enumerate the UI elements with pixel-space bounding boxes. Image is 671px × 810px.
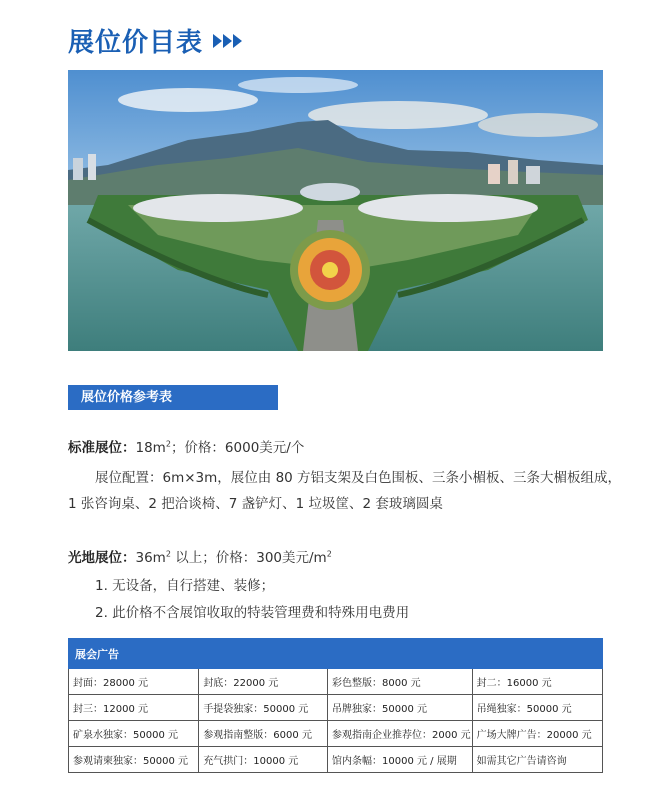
table-cell: 吊牌独家：50000 元 (328, 695, 473, 721)
raw-space-area: 36m (135, 550, 166, 566)
table-cell: 封三：12000 元 (69, 695, 199, 721)
raw-space-note-1: 1. 无设备，自行搭建、装修； (95, 578, 275, 594)
raw-space-label: 光地展位： (68, 550, 136, 566)
table-cell: 彩色整版：8000 元 (328, 669, 473, 695)
table-cell: 手提袋独家：50000 元 (199, 695, 328, 721)
table-row (69, 669, 603, 695)
table-row (69, 721, 603, 747)
table-cell: 充气拱门：10000 元 (199, 747, 328, 773)
raw-space-price: 以上；价格：300美元/m (170, 550, 327, 566)
raw-space-area-sup: 2 (165, 549, 171, 559)
table-row (69, 747, 603, 773)
table-cell: 广场大牌广告：20000 元 (472, 721, 602, 747)
triple-arrow-icon (213, 34, 243, 48)
ads-table (68, 638, 603, 773)
standard-booth-area-sup: 2 (165, 439, 171, 449)
standard-booth-config-1: 展位配置：6m×3m，展位由 80 方铝支架及白色围板、三条小楣板、三条大楣板组成， (95, 470, 622, 486)
standard-booth-label: 标准展位： (68, 440, 136, 456)
standard-booth-area: 18m (135, 440, 166, 456)
table-cell: 馆内条幅：10000 元 / 展期 (328, 747, 473, 773)
standard-booth-price: ；价格：6000美元/个 (170, 440, 305, 456)
table-cell: 参观指南整版：6000 元 (199, 721, 328, 747)
standard-booth-config-2: 1 张咨询桌、2 把洽谈椅、7 盏铲灯、1 垃圾筐、2 套玻璃圆桌 (68, 496, 443, 512)
table-cell: 吊绳独家：50000 元 (472, 695, 602, 721)
table-cell: 封二：16000 元 (472, 669, 602, 695)
standard-booth-line (68, 436, 304, 456)
exhibition-center-photo (68, 70, 603, 351)
table-cell: 封面：28000 元 (69, 669, 199, 695)
ads-table-header: 展会广告 (69, 639, 603, 669)
page-title-text: 展位价目表 (68, 28, 204, 58)
table-cell: 如需其它广告请咨询 (472, 747, 602, 773)
table-row (69, 695, 603, 721)
raw-space-note-2: 2. 此价格不含展馆收取的特装管理费和特殊用电费用 (95, 605, 410, 621)
table-cell: 参观请柬独家：50000 元 (69, 747, 199, 773)
page-title (68, 22, 243, 59)
table-cell: 封底：22000 元 (199, 669, 328, 695)
table-cell: 参观指南企业推荐位：2000 元 (328, 721, 473, 747)
section-label: 展位价格参考表 (68, 385, 278, 410)
raw-space-price-sup: 2 (326, 549, 332, 559)
table-cell: 矿泉水独家：50000 元 (69, 721, 199, 747)
raw-space-line (68, 546, 332, 566)
